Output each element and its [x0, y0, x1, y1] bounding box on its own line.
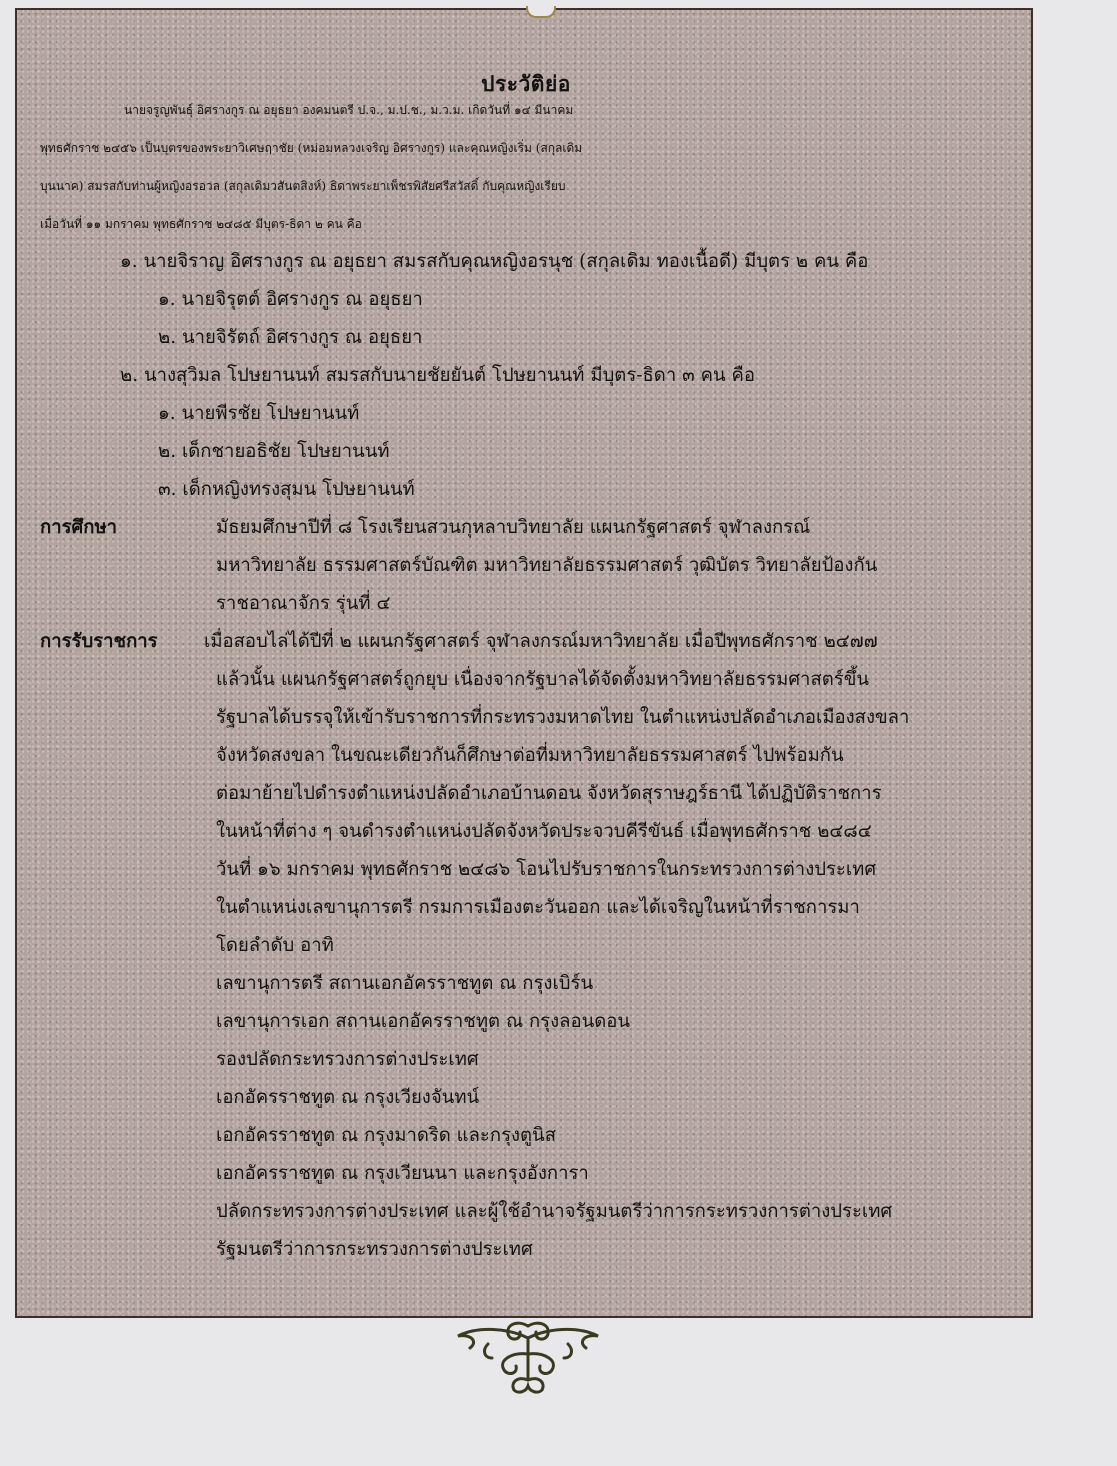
page-panel [15, 8, 1033, 1318]
decorative-ornament-icon [448, 1318, 608, 1396]
child-line: ๒. นางสุวิมล โปษยานนท์ สมรสกับนายชัยยันต์ โปษยานนท์ มีบุตร-ธิดา ๓ คน คือ [120, 365, 755, 386]
career-line: โดยลำดับ อาทิ [216, 935, 334, 956]
grandchild-line: ๒. นายจิรัตถ์ อิศรางกูร ณ อยุธยา [158, 327, 423, 348]
grandchild-line: ๓. เด็กหญิงทรงสุมน โปษยานนท์ [158, 479, 415, 500]
career-line: ต่อมาย้ายไปดำรงตำแหน่งปลัดอำเภอบ้านดอน จังหวัดสุราษฎร์ธานี ได้ปฏิบัติราชการ [216, 783, 882, 804]
page-title: ประวัติย่อ [481, 71, 571, 96]
position-item: เอกอัครราชทูต ณ กรุงเวียนนา และกรุงอังการา [216, 1163, 589, 1184]
intro-line: พุทธศักราช ๒๔๕๖ เป็นบุตรของพระยาวิเศษฤาชัย (หม่อมหลวงเจริญ อิศรางกูร) และคุณหญิงเริ่ม (สกุลเดิม [40, 141, 583, 155]
education-line: ราชอาณาจักร รุ่นที่ ๔ [216, 593, 391, 614]
education-line: มัธยมศึกษาปีที่ ๘ โรงเรียนสวนกุหลาบวิทยาลัย แผนกรัฐศาสตร์ จุฬาลงกรณ์ [216, 517, 811, 538]
position-item: รัฐมนตรีว่าการกระทรวงการต่างประเทศ [216, 1239, 533, 1260]
education-label: การศึกษา [40, 517, 118, 538]
grandchild-line: ๑. นายพีรชัย โปษยานนท์ [158, 403, 360, 424]
intro-line: เมื่อวันที่ ๑๑ มกราคม พุทธศักราช ๒๔๘๕ มีบุตร-ธิดา ๒ คน คือ [40, 217, 362, 231]
position-item: เอกอัครราชทูต ณ กรุงมาดริด และกรุงตูนิส [216, 1125, 556, 1146]
position-item: เลขานุการเอก สถานเอกอัครราชทูต ณ กรุงลอนดอน [216, 1011, 631, 1032]
career-label: การรับราชการ [40, 631, 158, 652]
position-item: เอกอัครราชทูต ณ กรุงเวียงจันทน์ [216, 1087, 480, 1108]
position-item: เลขานุการตรี สถานเอกอัครราชทูต ณ กรุงเบิร์น [216, 973, 594, 994]
career-line: ในตำแหน่งเลขานุการตรี กรมการเมืองตะวันออก และได้เจริญในหน้าที่ราชการมา [216, 897, 860, 918]
intro-line: นายจรูญพันธุ์ อิศรางกูร ณ อยุธยา องคมนตรี ป.จ., ม.ป.ช., ม.ว.ม. เกิดวันที่ ๑๔ มีนาคม [124, 103, 574, 117]
position-item: รองปลัดกระทรวงการต่างประเทศ [216, 1049, 479, 1070]
career-line: แล้วนั้น แผนกรัฐศาสตร์ถูกยุบ เนื่องจากรัฐบาลได้จัดตั้งมหาวิทยาลัยธรรมศาสตร์ขึ้น [216, 669, 869, 690]
grandchild-line: ๒. เด็กชายอธิชัย โปษยานนท์ [158, 441, 390, 462]
position-item: ปลัดกระทรวงการต่างประเทศ และผู้ใช้อำนาจรัฐมนตรีว่าการกระทรวงการต่างประเทศ [216, 1201, 893, 1222]
grandchild-line: ๑. นายจิรุตต์ อิศรางกูร ณ อยุธยา [158, 289, 423, 310]
education-line: มหาวิทยาลัย ธรรมศาสตร์บัณฑิต มหาวิทยาลัยธรรมศาสตร์ วุฒิบัตร วิทยาลัยป้องกัน [216, 555, 878, 576]
top-ornament [526, 6, 556, 18]
career-line: รัฐบาลได้บรรจุให้เข้ารับราชการที่กระทรวงมหาดไทย ในตำแหน่งปลัดอำเภอเมืองสงขลา [216, 707, 910, 728]
intro-line: บุนนาค) สมรสกับท่านผู้หญิงอรอวล (สกุลเดิมวสันตสิงห์) ธิดาพระยาเพ็ชรพิสัยศรีสวัสดิ์ กับคุณหญิงเรียบ [40, 179, 566, 193]
career-line: จังหวัดสงขลา ในขณะเดียวกันก็ศึกษาต่อที่มหาวิทยาลัยธรรมศาสตร์ ไปพร้อมกัน [216, 745, 844, 766]
child-line: ๑. นายจิราญ อิศรางกูร ณ อยุธยา สมรสกับคุณหญิงอรนุช (สกุลเดิม ทองเนื้อดี) มีบุตร ๒ คน คือ [120, 251, 869, 272]
career-line: วันที่ ๑๖ มกราคม พุทธศักราช ๒๔๘๖ โอนไปรับราชการในกระทรวงการต่างประเทศ [216, 859, 877, 880]
career-line: ในหน้าที่ต่าง ๆ จนดำรงตำแหน่งปลัดจังหวัดประจวบคีรีขันธ์ เมื่อพุทธศักราช ๒๔๘๔ [216, 821, 872, 842]
career-line: เมื่อสอบไล่ได้ปีที่ ๒ แผนกรัฐศาสตร์ จุฬาลงกรณ์มหาวิทยาลัย เมื่อปีพุทธศักราช ๒๔๗๗ [204, 631, 878, 652]
